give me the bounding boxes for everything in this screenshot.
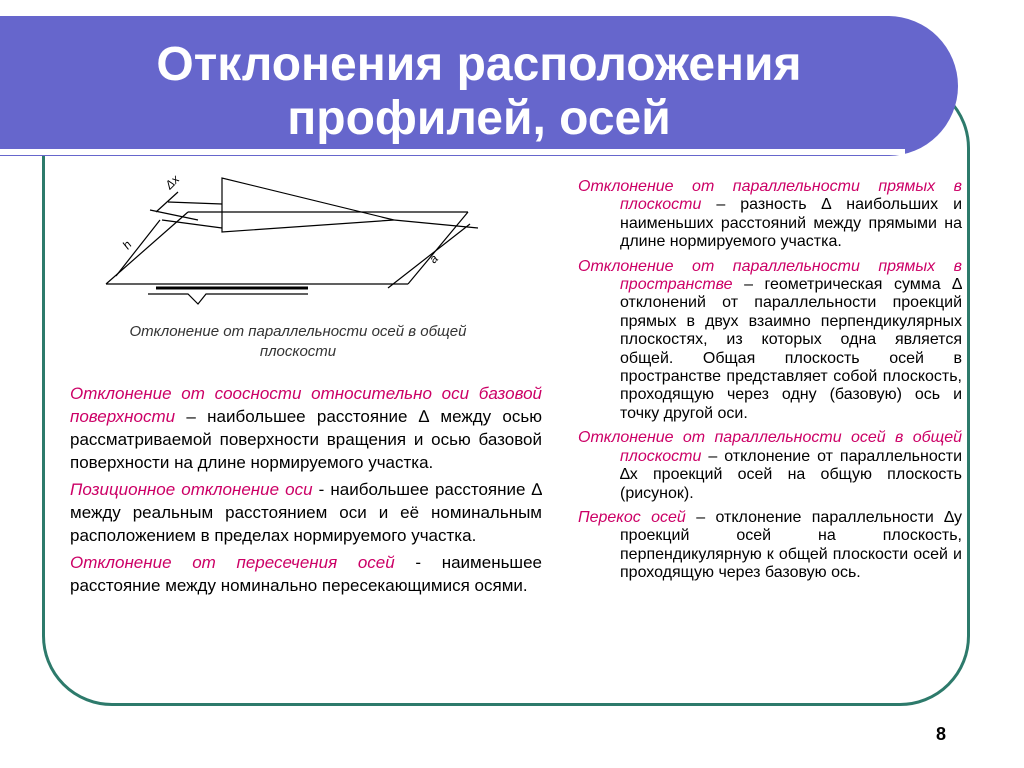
title-line-2: профилей, осей [287,92,671,145]
slide-title [0,38,958,146]
coaxiality-paragraph [70,382,542,474]
triangle-shape [222,178,394,232]
page-number: 8 [936,724,947,744]
title-underline [0,149,905,155]
space-parallelism-paragraph [578,258,962,424]
label-dx: Δx [162,172,183,193]
intersection-paragraph [70,551,542,597]
space-parallelism-term: Отклонение от параллельности прямых в пространстве [578,257,962,294]
skew-term: Перекос осей [578,508,686,526]
left-column [70,382,542,601]
common-plane-text: – отклонение от параллельности ∆х проекций осей на общую плоскость (рисунок). [620,447,962,502]
plane-parallelism-term: Отклонение от параллельности прямых в плоскости [578,178,962,214]
h-dim-line [116,220,160,276]
positional-paragraph [70,478,542,547]
parallelism-diagram [98,172,498,322]
label-a: a [426,251,441,267]
plane-parallelism-text: – разность ∆ наибольших и наименьших расстояний между прямыми на длине нормируемого участка. [620,196,962,251]
positional-text: - наибольшее расстояние ∆ между реальным расстоянием оси и её номинальным расположением в пределах нормируемого участка. [70,480,542,545]
coaxiality-text: – наибольшее расстояние ∆ между осью рассматриваемой поверхности вращения и осью базовой поверхности на длине нормируемого участка. [70,407,542,472]
skew-paragraph [578,509,962,583]
base-notch [148,294,308,304]
plane-right-edge [408,212,468,284]
plane-parallelism-paragraph [578,178,962,252]
diagram-caption: Отклонение от параллельности осей в общей плоскости [129,323,467,360]
coaxiality-term: Отклонение от соосности относительно оси базовой поверхности [70,384,542,426]
common-plane-term: Отклонение от параллельности осей в общей плоскости [578,429,962,465]
intersection-text: - наименьшее расстояние между номинально пересекающимися осями. [70,553,542,595]
skew-text: – отклонение параллельности ∆у проекций осей на плоскость, перпендикулярную к общей плоскости осей и проходящую через базовую ось. [620,508,962,582]
dx-ext-2 [168,202,222,204]
label-h: h [119,237,135,252]
intersection-term: Отклонение от пересечения осей [70,553,395,572]
right-column [578,178,962,589]
title-band [0,16,958,156]
common-plane-paragraph [578,429,962,503]
space-parallelism-text: – геометрическая сумма ∆ отклонений от параллельности проекций прямых в двух взаимно перпендикулярных плоскостях, из которых одна является общей. Общая плоскость осей в пространстве представляет собой плоскость, проходящую через одну (базовую) ось и точку другой оси. [620,276,962,422]
title-line-1: Отклонения расположения [156,38,802,91]
positional-term: Позиционное отклонение оси [70,480,313,499]
a-ext-1 [394,220,478,228]
